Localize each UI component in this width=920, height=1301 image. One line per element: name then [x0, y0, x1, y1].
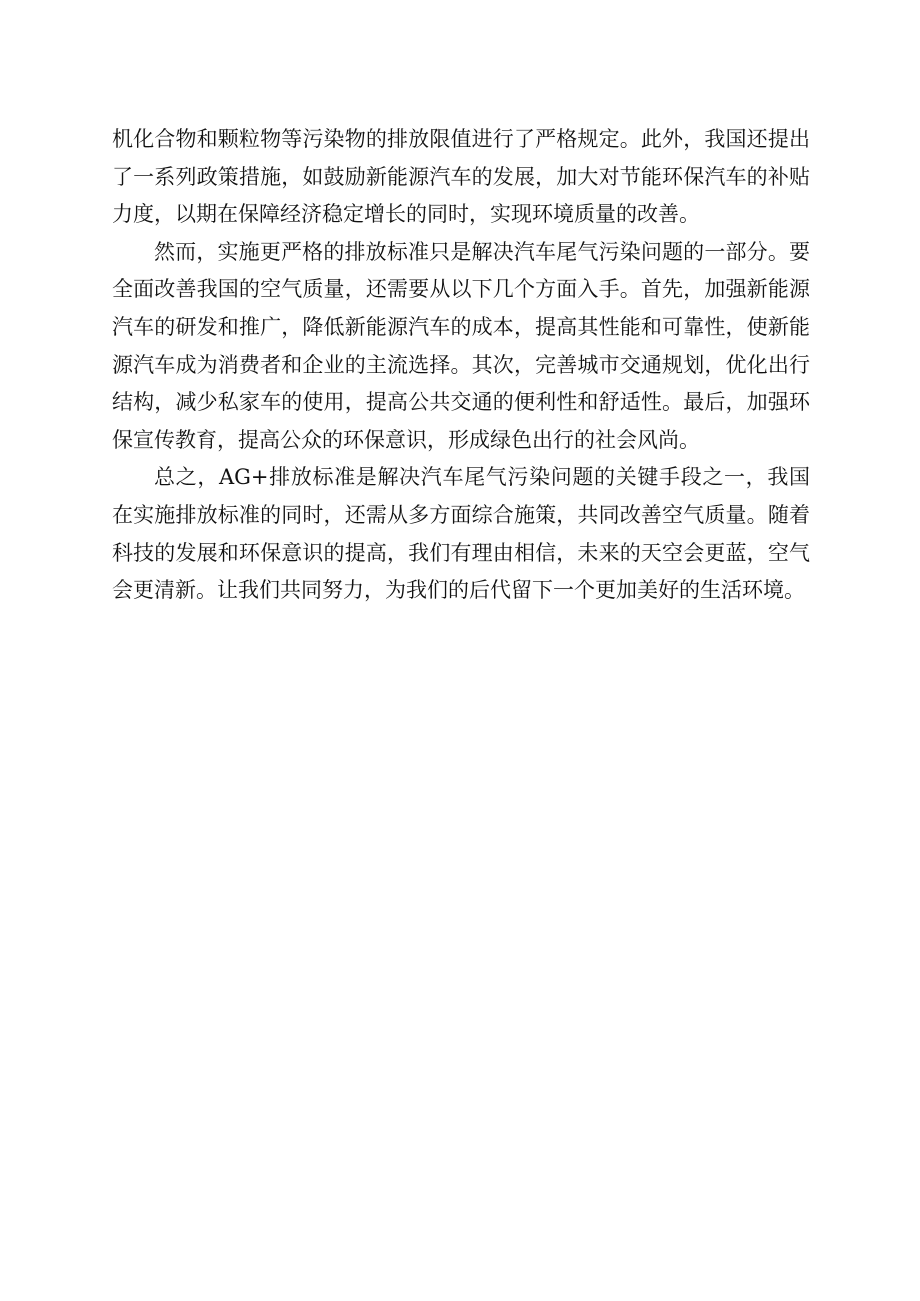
paragraph-1: 机化合物和颗粒物等污染物的排放限值进行了严格规定。此外，我国还提出了一系列政策措施，如鼓励新能源汽车的发展，加大对节能环保汽车的补贴力度，以期在保障经济稳定增长的同时，实现环境质量的改善。: [112, 127, 810, 227]
paragraph-2: 然而，实施更严格的排放标准只是解决汽车尾气污染问题的一部分。要全面改善我国的空气质量，还需要从以下几个方面入手。首先，加强新能源汽车的研发和推广，降低新能源汽车的成本，提高其性能和可靠性，使新能源汽车成为消费者和企业的主流选择。其次，完善城市交通规划，优化出行结构，减少私家车的使用，提高公共交通的便利性和舒适性。最后，加强环保宣传教育，提高公众的环保意识，形成绿色出行的社会风尚。: [112, 239, 810, 452]
document-body: [112, 121, 810, 610]
paragraph-3: 总之，AG+排放标准是解决汽车尾气污染问题的关键手段之一，我国在实施排放标准的同时，还需从多方面综合施策，共同改善空气质量。随着科技的发展和环保意识的提高，我们有理由相信，未来的天空会更蓝，空气会更清新。让我们共同努力，为我们的后代留下一个更加美好的生活环境。: [112, 465, 810, 603]
